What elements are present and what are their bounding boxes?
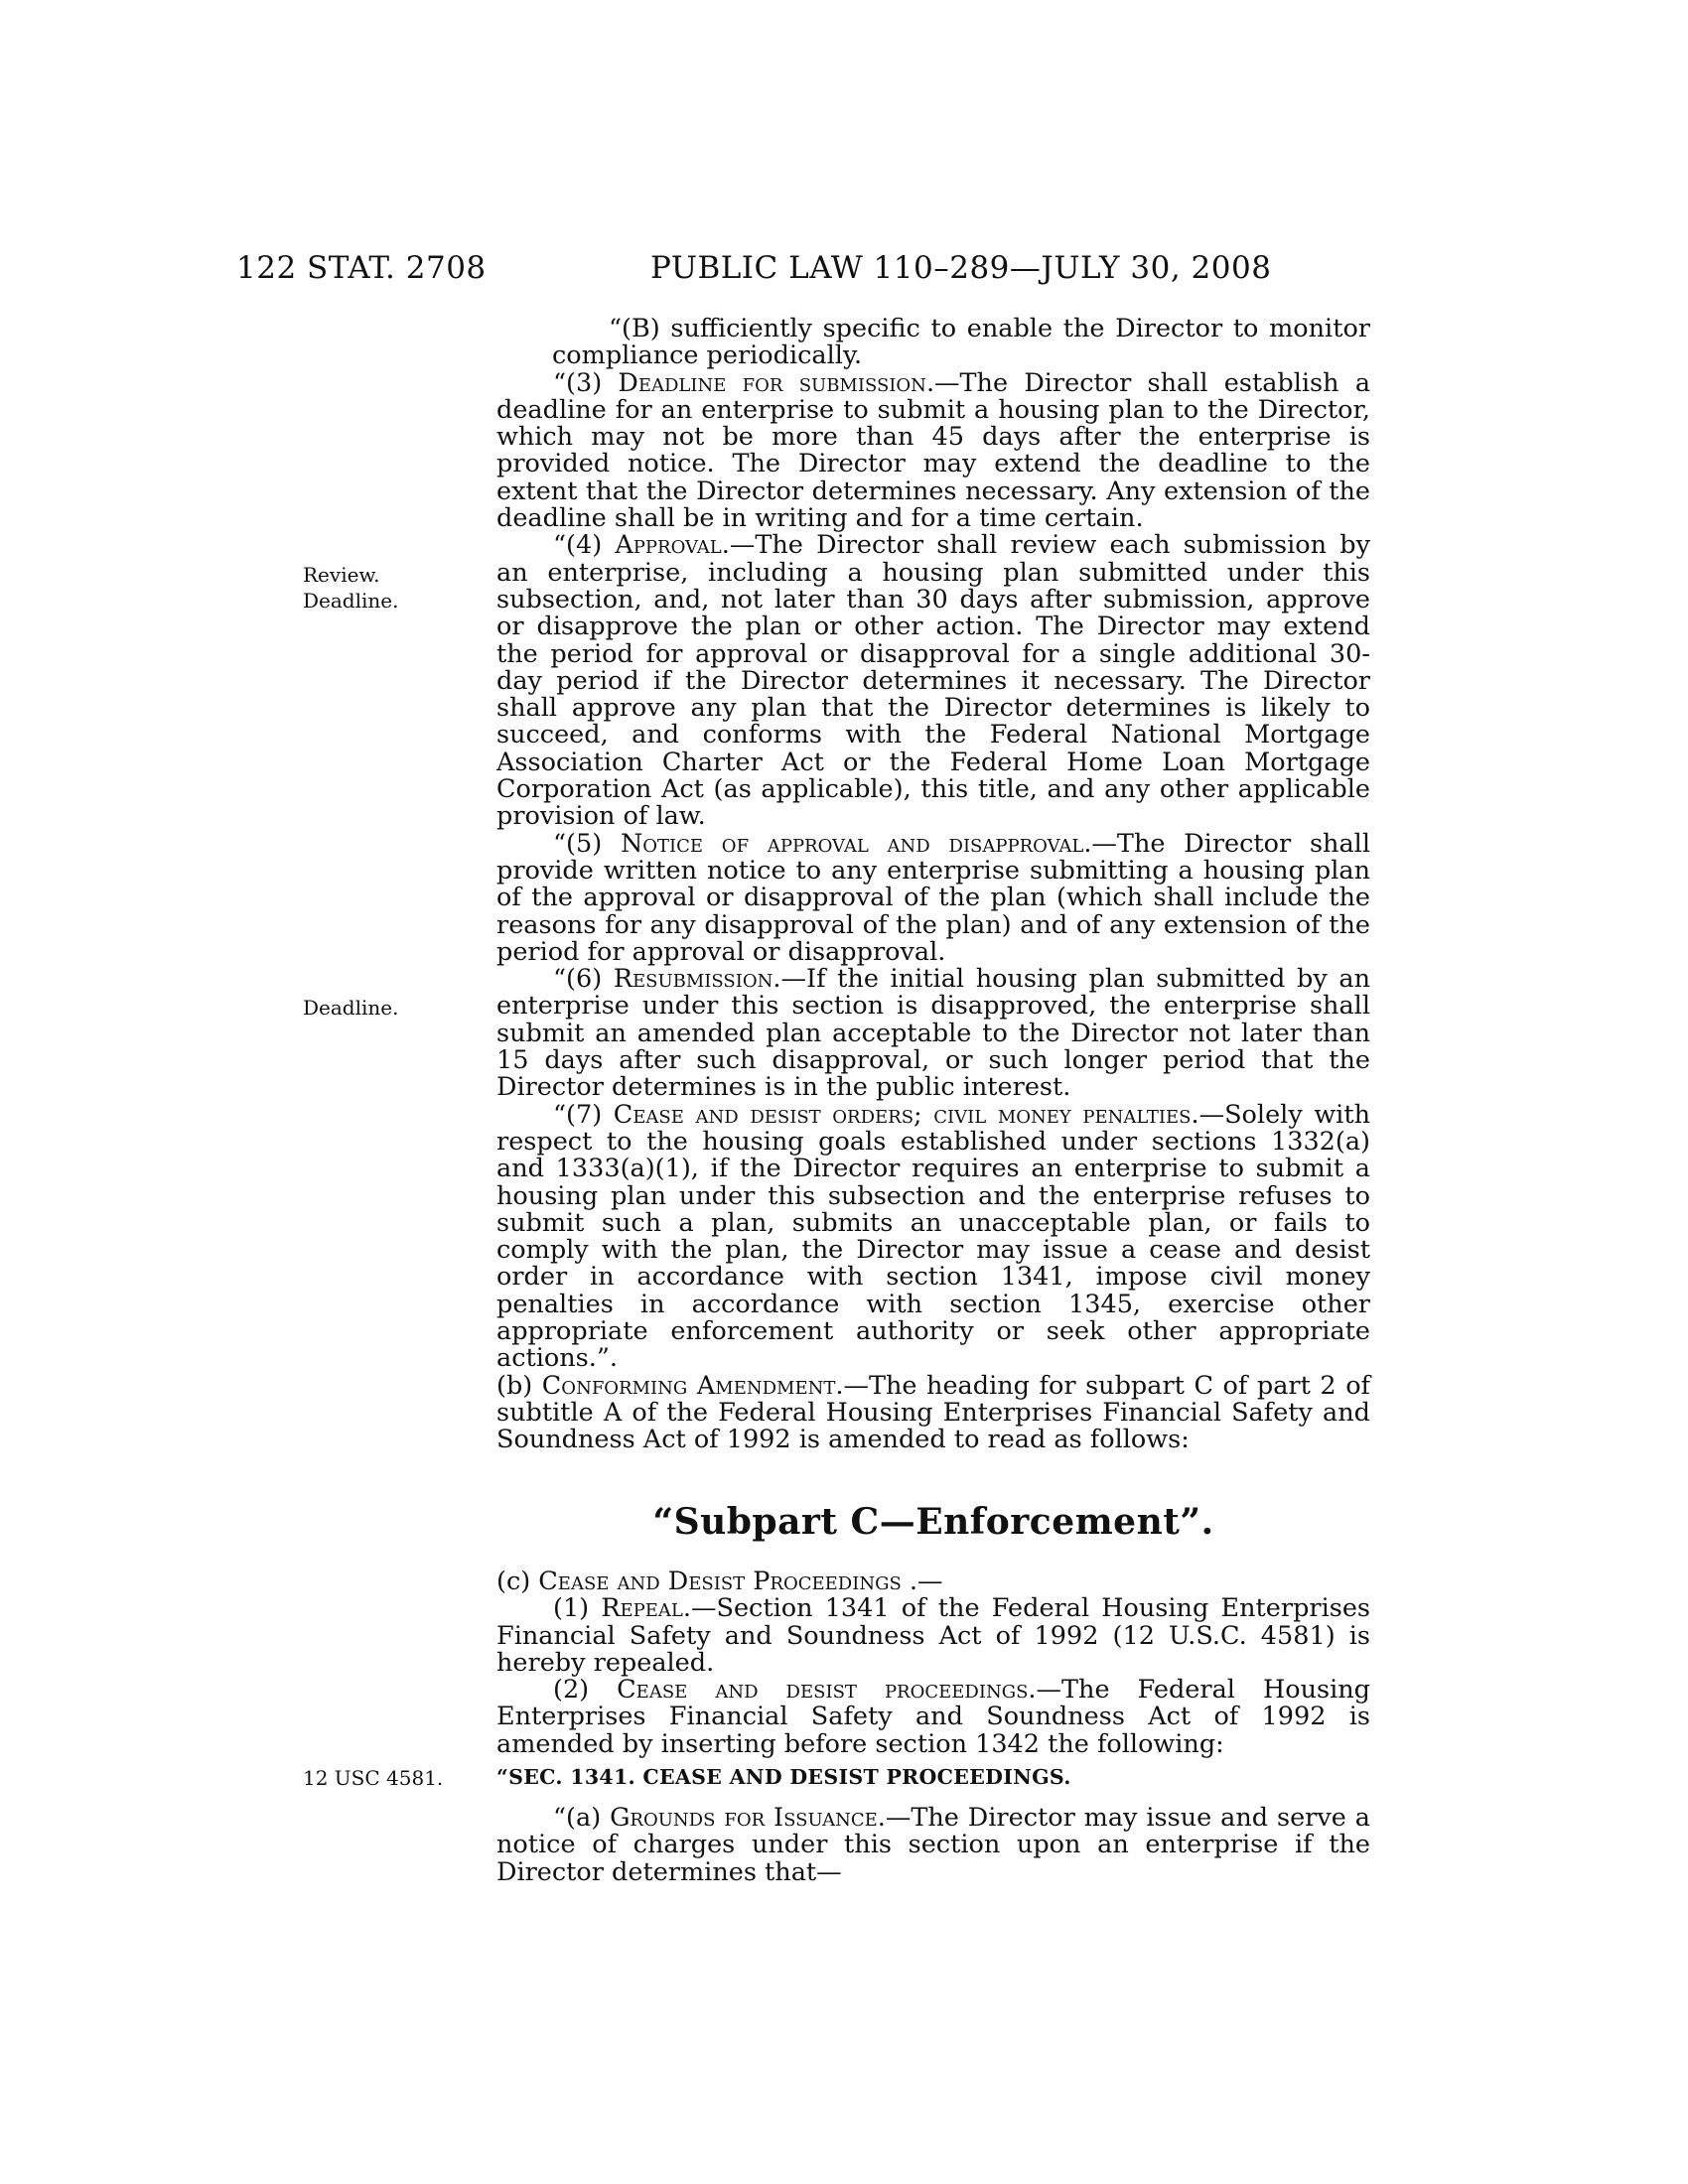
section-1341-a: “(a) Grounds for Issuance.—The Director may issue and serve a notice of charges under this section upon an enterprise if the Director determines that— [496, 1803, 1370, 1887]
running-header: PUBLIC LAW 110–289—JULY 30, 2008 [650, 250, 1272, 286]
paragraph-3: “(3) Deadline for submission.—The Director shall establish a deadline for an enterprise to submit a housing plan to the Director, which may not be more than 45 days after the enterprise is provided notice. The Director may extend the deadline to the extent that the Director determines necessary. Any extension of the deadline shall be in writing and for a time certain. [496, 367, 1371, 534]
section-c-text [496, 1569, 1370, 1758]
paragraph-heading: Cease and desist orders; civil money penalties [613, 1099, 1192, 1130]
paragraph-heading: Approval [615, 530, 722, 561]
paragraph-heading: Grounds for Issuance [610, 1803, 878, 1833]
paragraph-4: “(4) Approval.—The Director shall review each submission by an enterprise, including a housing plan submitted under this subsection, and, not later than 30 days after submission, approve or disapprove the plan or other action. The Director may extend the period for approval or disapproval for a single additional 30-day period if the Director determines it necessary. The Director shall approve any plan that the Director determines is likely to succeed, and conforms with the Federal National Mortgage Association Charter Act or the Federal Home Loan Mortgage Corporation Act (as applicable), this title, and any other applicable provision of law. [496, 530, 1370, 832]
paragraph-6: “(6) Resubmission.—If the initial housing plan submitted by an enterprise under this section is disapproved, the enterprise shall submit an amended plan acceptable to the Director not later than 15 days after such disapproval, or such longer period that the Director determines is in the public interest. [496, 964, 1371, 1103]
section-1341-text [496, 1805, 1370, 1886]
section-c-1: (1) Repeal.—Section 1341 of the Federal Housing Enterprises Financial Safety and Soundness Act of 1992 (12 U.S.C. 4581) is hereby repealed. [496, 1593, 1370, 1678]
section-1341-heading: “SEC. 1341. CEASE AND DESIST PROCEEDINGS. [496, 1765, 1071, 1789]
paragraph-heading: Repeal [601, 1593, 683, 1624]
paragraph-heading: Notice of approval and disapproval [620, 828, 1084, 859]
paragraph-heading: Resubmission [613, 964, 774, 995]
margin-note-deadline: Deadline. [303, 996, 399, 1020]
paragraph-heading: Conforming Amendment [541, 1370, 836, 1401]
margin-note-deadline: Deadline. [303, 589, 399, 613]
margin-note-review: Review. [303, 563, 380, 587]
subpart-heading: “Subpart C—Enforcement”. [652, 1501, 1214, 1543]
margin-note-usc: 12 USC 4581. [303, 1766, 444, 1790]
section-c-2: (2) Cease and desist proceedings.—The Federal Housing Enterprises Financial Safety and Soundness Act of 1992 is amended by inserting before section 1342 the following: [496, 1675, 1370, 1759]
paragraph-b-conforming: (b) Conforming Amendment.—The heading for subpart C of part 2 of subtitle A of the Federal Housing Enterprises Financial Safety and Soundness Act of 1992 is amended to read as follows: [496, 1370, 1370, 1455]
paragraph-5: “(5) Notice of approval and disapproval.—The Director shall provide written notice to any enterprise submitting a housing plan of the approval or disapproval of the plan (which shall include the reasons for any disapproval of the plan) and of any extension of the period for approval or disapproval. [496, 828, 1370, 967]
paragraph-heading: Deadline for submission [618, 367, 926, 398]
paragraph-heading: Cease and desist proceedings [617, 1675, 1029, 1706]
page-stat-number: 122 STAT. 2708 [236, 250, 487, 286]
paragraph-b: “(B) sufficiently specific to enable the Director to monitor compliance periodically. [552, 314, 1370, 371]
paragraph-7: “(7) Cease and desist orders; civil money penalties.—Solely with respect to the housing goals established under sections 1332(a) and 1333(a)(1), if the Director requires an enterprise to submit a housing plan under this subsection and the enterprise refuses to submit such a plan, submits an unacceptable plan, or fails to comply with the plan, the Director may issue a cease and desist order in accordance with section 1341, impose civil money penalties in accordance with section 1345, exercise other appropriate enforcement authority or seek other appropriate actions.”. [496, 1099, 1370, 1374]
body-text [496, 316, 1370, 1453]
section-c-heading: (c) Cease and Desist Proceedings .— [496, 1567, 943, 1596]
